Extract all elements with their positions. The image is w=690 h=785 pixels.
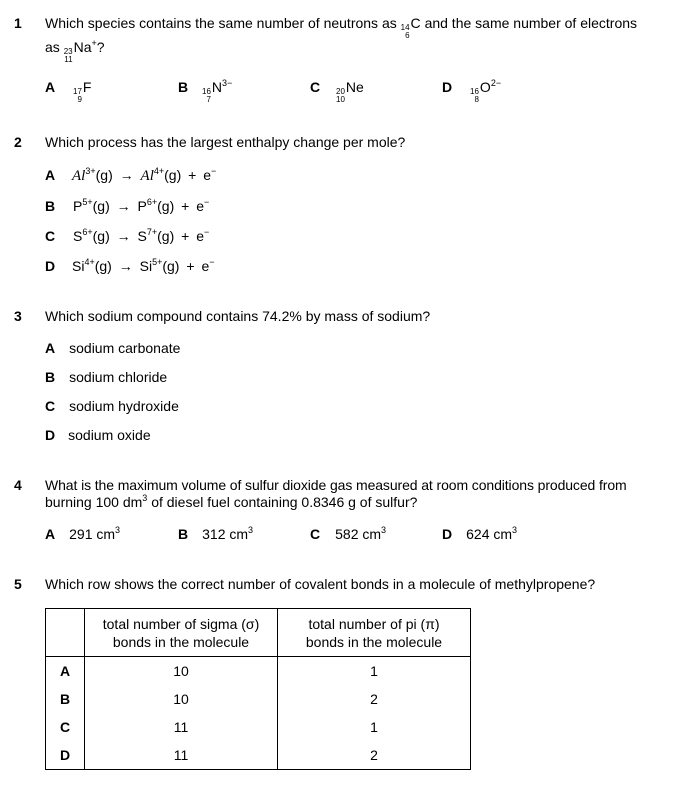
- sigma-value: 11: [85, 741, 278, 770]
- question-1-text-part2: and the same number of electrons: [424, 15, 638, 31]
- q2-option-b[interactable]: B $P^{5+}(g) \to P^{6+}(g) + e^-$: [45, 197, 210, 214]
- question-1-text-part1: Which species contains the same number of neutrons as: [45, 15, 397, 31]
- question-1-number: 1: [14, 15, 22, 31]
- question-2-text: Which process has the largest enthalpy change per mole?: [45, 134, 406, 150]
- table-header-pi: total number of pi (π) bonds in the molecule: [278, 609, 471, 657]
- question-2-number: 2: [14, 134, 22, 150]
- bonds-table: [45, 608, 471, 770]
- question-1-line2: as 23 11 Na + ?: [45, 38, 105, 64]
- question-5-text: Which row shows the correct number of covalent bonds in a molecule of methylpropene?: [45, 576, 596, 592]
- q4-option-d[interactable]: D 624 $cm^3$: [442, 525, 518, 542]
- q2-option-c[interactable]: C $S^{6+}(g) \to S^{7+}(g) + e^-$: [45, 227, 210, 244]
- q2-option-a[interactable]: A $Al^{3+}(g) \to Al^{4+}(g) + e^-$: [45, 166, 217, 184]
- q4-option-a[interactable]: A 291 $cm^3$: [45, 525, 121, 542]
- q1-option-b[interactable]: B 16 7 N 3−: [178, 78, 233, 104]
- table-header-blank: [46, 609, 85, 657]
- q1-option-d[interactable]: D 16 8 O 2−: [442, 78, 502, 104]
- table-row[interactable]: [46, 657, 471, 686]
- carbon-14-nuclide: 14 6 C: [400, 15, 421, 40]
- sigma-value: 10: [85, 657, 278, 686]
- q3-option-c[interactable]: C sodium hydroxide: [45, 398, 179, 414]
- sodium-ion-nuclide: 23 11 Na +: [63, 38, 97, 64]
- table-row[interactable]: [46, 713, 471, 741]
- pi-value: 2: [278, 685, 471, 713]
- question-1-line1: [45, 15, 637, 38]
- table-row[interactable]: [46, 685, 471, 713]
- q3-option-a[interactable]: A sodium carbonate: [45, 340, 181, 356]
- question-3-number: 3: [14, 308, 22, 324]
- row-label: D: [46, 741, 85, 770]
- row-label: B: [46, 685, 85, 713]
- question-4-line1: What is the maximum volume of sulfur dioxide gas measured at room conditions produced from: [45, 477, 627, 493]
- table-header-sigma: total number of sigma (σ) bonds in the molecule: [85, 609, 278, 657]
- sigma-value: 11: [85, 713, 278, 741]
- pi-value: 2: [278, 741, 471, 770]
- q1-option-a[interactable]: A 17 9 F: [45, 79, 92, 104]
- question-3-text: Which sodium compound contains 74.2% by mass of sodium?: [45, 308, 431, 324]
- q3-option-b[interactable]: B sodium chloride: [45, 369, 168, 385]
- q4-option-c[interactable]: C 582 $cm^3$: [310, 525, 387, 542]
- table-row[interactable]: [46, 741, 471, 770]
- row-label: C: [46, 713, 85, 741]
- table-header-row: [46, 609, 471, 657]
- question-4-number: 4: [14, 477, 22, 493]
- pi-value: 1: [278, 713, 471, 741]
- question-4-line2: burning 100 $dm^3$ of diesel fuel containing 0.8346 g of sulfur?: [45, 493, 418, 510]
- q1-option-c[interactable]: C 20 10 Ne: [310, 79, 364, 104]
- q2-option-d[interactable]: D $Si^{4+}(g) \to Si^{5+}(g) + e^-$: [45, 257, 215, 274]
- pi-value: 1: [278, 657, 471, 686]
- q4-option-b[interactable]: B 312 $cm^3$: [178, 525, 254, 542]
- q3-option-d[interactable]: D sodium oxide: [45, 427, 151, 443]
- sigma-value: 10: [85, 685, 278, 713]
- question-5-number: 5: [14, 576, 22, 592]
- row-label: A: [46, 657, 85, 686]
